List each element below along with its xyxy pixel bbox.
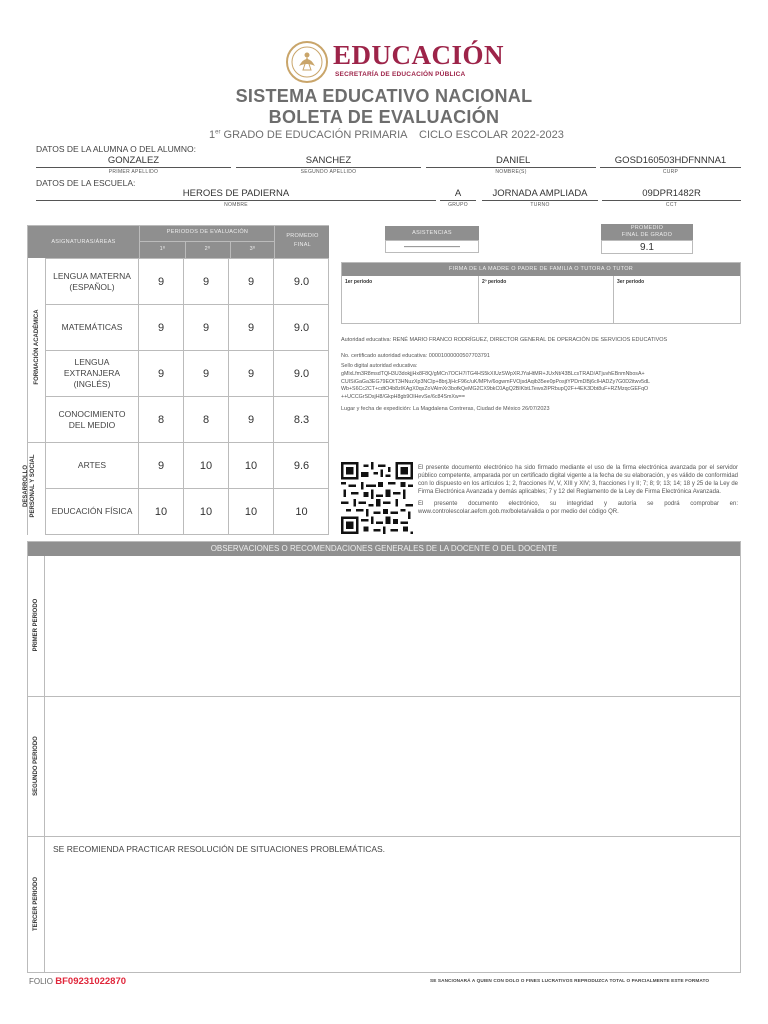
grade-ordinal: er (215, 129, 221, 136)
student-curp: GOSD160503HDFNNNA1 (614, 155, 727, 166)
periods-header-label: PERIODOS DE EVALUACIÓN (166, 229, 249, 235)
authority-line (341, 336, 741, 344)
legal-paragraph-1: El presente documento electrónico ha sido firmado mediante el uso de la firma electrónica avanzada por el servidor público competente, amparada por un certificado digital vigente a la fecha de su elaboración, y es válido de conformidad con lo dispuesto en los artículos 1; 2, fracciones IV, V, XIII y XIV; 3, fracciones I y II; 7; 8; 9; 13; 14; 18 y 25 de la Ley de Firma Electrónica Avanzada y demás aplicables; 7 y 12 del Reglamento de la Ley de Firma Electrónica Avanzada. (418, 465, 738, 496)
grade-average: 9.0 (293, 275, 310, 288)
observation-row-period-1 (28, 556, 740, 696)
school-cct-line (602, 200, 741, 201)
student-names: DANIEL (496, 155, 531, 166)
school-name-line (36, 200, 436, 201)
final-grade-label (601, 224, 693, 240)
signature-period-1: 1er periodo (342, 276, 479, 323)
grade-period-1: 8 (139, 397, 184, 442)
development-group-label-1: DESARROLLO (23, 465, 29, 507)
grade-line (209, 129, 408, 141)
subjects-header (28, 226, 139, 258)
grade-average: 9.0 (293, 367, 310, 380)
grade-period-3: 9 (229, 259, 274, 304)
second-surname: SANCHEZ (305, 155, 352, 166)
first-surname-caption: PRIMER APELLIDO (108, 169, 159, 175)
grade-period-2: 8 (184, 397, 229, 442)
school-section-label: DATOS DE LA ESCUELA: (36, 178, 136, 188)
grade-period-3: 9 (229, 351, 274, 396)
grades-table (23, 225, 329, 535)
grade-number: 1 (209, 129, 216, 141)
final-grade-label-1: PROMEDIO (630, 225, 664, 231)
grade-period-3: 9 (229, 397, 274, 442)
digital-seal-label: Sello digital autoridad educativa: (341, 363, 418, 369)
school-group-line (440, 200, 476, 201)
signature-period-3: 3er periodo (617, 279, 645, 285)
grade-row (46, 488, 329, 534)
grade-average: 8.3 (293, 413, 310, 426)
grade-average: 9.0 (293, 321, 310, 334)
observation-text-period-3: SE RECOMIENDA PRACTICAR RESOLUCIÓN DE SITUACIONES PROBLEMÁTICAS. (53, 844, 386, 854)
development-group-label-2: PERSONAL Y SOCIAL (30, 454, 36, 518)
school-group: A (454, 188, 462, 199)
periods-header (139, 226, 274, 258)
logo-wordmark: EDUCACIÓN (333, 40, 505, 70)
folio-label: FOLIO (29, 977, 54, 986)
grade-row (46, 258, 329, 304)
grade-period-3: 9 (229, 305, 274, 350)
signature-period-2: 2º periodo (479, 276, 614, 323)
period-1-label: PRIMER PERIODO (33, 598, 39, 652)
grade-period-3: 10 (229, 489, 274, 534)
period-3-header: 3º (249, 246, 256, 252)
certificate-label: No. certificado autoridad educativa: (341, 353, 428, 359)
development-group-label (23, 446, 37, 526)
subject-name: EDUCACIÓN FÍSICA (46, 489, 139, 534)
grade-period-2: 9 (184, 259, 229, 304)
qr-code-icon[interactable] (341, 462, 413, 534)
subject-name: LENGUA EXTRANJERA (INGLÉS) (46, 351, 139, 396)
first-surname: GONZALEZ (107, 155, 160, 166)
subject-name: MATEMÁTICAS (46, 305, 139, 350)
sep-logo (285, 38, 505, 88)
observation-row-period-2 (28, 696, 740, 836)
school-name-caption: NOMBRE (224, 202, 248, 208)
grade-row (46, 442, 329, 488)
digital-seal-block (341, 363, 741, 402)
school-cct: 09DPR1482R (642, 188, 701, 199)
digital-seal-line: ++UCCGrSDsjH8/GkpH8gb9OlHevSe/6c84SmXw== (341, 394, 465, 401)
final-grade-label-2: FINAL DE GRADO (621, 231, 673, 238)
final-average-header-2: FINAL (293, 242, 312, 248)
authority-value: RENÉ MARIO FRANCO RODRÍGUEZ, DIRECTOR GENERAL DE OPERACIÓN DE SERVICIOS EDUCATIVOS (392, 337, 668, 343)
period-3-label: TERCER PERIODO (33, 877, 39, 932)
grade-period-3: 10 (229, 443, 274, 488)
sanction-notice: SE SANCIONARÁ A QUIEN CON DOLO O FINES LUCRATIVOS REPRODUZCA TOTAL O PARCIALMENTE ESTE FORMATO (430, 978, 710, 983)
final-average-header-1: PROMEDIO (286, 233, 319, 239)
grade-period-2: 9 (184, 351, 229, 396)
grade-period-1: 9 (139, 305, 184, 350)
subject-name: LENGUA MATERNA (ESPAÑOL) (46, 259, 139, 304)
observation-side-cell (28, 556, 45, 696)
digital-seal-line: Wb+S6Cc2CT+cdtO4b8zIKAgX0qsZoVAlmXr3bofkQeMG2CX9bkC0AgQ2BIKbtLTews2lPRbupQ2F+4EK3Dbt8uF+RZMzqcGEFqO (341, 386, 649, 393)
digital-seal-line: CUISiGaGa3EG79EOtT3HNuzXp3NCIp+8brjJjHcF96c/uK/MPIv/6ogwmFVOjsdAqib35ee0pPosjtYPDmDBj6cIHADZy7G0D2itwv5dL (341, 378, 650, 385)
logo-subtitle: SECRETARÍA DE EDUCACIÓN PÚBLICA (335, 71, 466, 78)
second-surname-caption: SEGUNDO APELLIDO (300, 169, 357, 175)
attendance-value: ——————— (385, 240, 479, 253)
school-shift: JORNADA AMPLIADA (492, 188, 588, 199)
student-section-label: DATOS DE LA ALUMNA O DEL ALUMNO: (36, 144, 196, 154)
observation-row-period-3 (28, 836, 740, 972)
first-surname-line (36, 167, 231, 168)
subjects-header-label: ASIGNATURAS/ÁREAS (51, 239, 116, 245)
development-group-cell (23, 442, 46, 535)
grade-row (46, 396, 329, 442)
subject-name: CONOCIMIENTO DEL MEDIO (46, 397, 139, 442)
school-name: HEROES DE PADIERNA (182, 188, 290, 199)
final-grade-value: 9.1 (601, 240, 693, 254)
certificate-line (341, 352, 741, 360)
observation-side-cell (28, 837, 45, 973)
folio-line (29, 976, 126, 987)
grade-text: GRADO DE EDUCACIÓN PRIMARIA (223, 129, 408, 141)
academic-group-cell (28, 258, 46, 442)
grade-period-1: 9 (139, 351, 184, 396)
grade-period-1: 10 (139, 489, 184, 534)
period-2-header: 2º (204, 246, 211, 252)
student-names-caption: NOMBRE(S) (495, 169, 527, 175)
subject-name: ARTES (46, 443, 139, 488)
observation-side-cell (28, 697, 45, 837)
period-1-header: 1º (159, 246, 166, 252)
student-curp-caption: CURP (662, 169, 679, 175)
folio-number: BF09231022870 (55, 976, 127, 987)
grade-period-1: 9 (139, 259, 184, 304)
grade-period-2: 9 (184, 305, 229, 350)
issue-place-value: La Magdalena Contreras, Ciudad de México 26/07/2023 (412, 406, 550, 412)
observations-section (27, 541, 741, 973)
final-average-header (274, 226, 329, 258)
grade-period-1: 9 (139, 443, 184, 488)
issue-place-label: Lugar y fecha de expedición: (341, 406, 412, 412)
school-shift-line (482, 200, 598, 201)
academic-group-label: FORMACIÓN ACADÉMICA (34, 309, 40, 385)
parent-signature-box (341, 262, 741, 324)
document-title: SISTEMA EDUCATIVO NACIONAL (235, 86, 533, 106)
document-subtitle: BOLETA DE EVALUACIÓN (268, 107, 500, 127)
school-group-caption: GRUPO (448, 202, 468, 208)
certificate-value: 00001000000507703791 (428, 353, 490, 359)
grade-period-2: 10 (184, 443, 229, 488)
cycle-text: CICLO ESCOLAR 2022-2023 (419, 129, 564, 141)
grade-average: 10 (295, 505, 308, 518)
second-surname-line (236, 167, 421, 168)
legal-paragraph-2: El presente documento electrónico, su integridad y autoría se podrá comprobar en: www.controlescolar.aefcm.gob.mx/boleta/valida o por medio del código QR. (418, 501, 738, 516)
authority-label: Autoridad educativa: (341, 337, 392, 343)
attendance-label: ASISTENCIAS (385, 226, 479, 240)
student-names-line (426, 167, 596, 168)
student-curp-line (600, 167, 741, 168)
digital-seal-line: gMlxLfm3R8msdTQH3U3dokjjHx8F8Q/gMCn7OCH7iTG4HS5kXIUzSWpXRJYaHtMR+JUxNt/43BLcsTRAD/ATjuvhEBnmNbosA+ (341, 370, 645, 377)
signature-header: FIRMA DE LA MADRE O PADRE DE FAMILIA O TUTORA O TUTOR (342, 263, 740, 276)
issue-place-line (341, 405, 741, 413)
school-cct-caption: CCT (665, 202, 678, 208)
period-2-label: SEGUNDO PERIODO (33, 736, 39, 796)
grade-period-2: 10 (184, 489, 229, 534)
national-seal-icon (285, 40, 329, 84)
observations-header: OBSERVACIONES O RECOMENDACIONES GENERALES DE LA DOCENTE O DEL DOCENTE (28, 542, 740, 556)
school-shift-caption: TURNO (530, 202, 550, 208)
legal-notice (418, 464, 738, 517)
grade-row (46, 350, 329, 396)
grade-row (46, 304, 329, 350)
grade-average: 9.6 (293, 459, 310, 472)
